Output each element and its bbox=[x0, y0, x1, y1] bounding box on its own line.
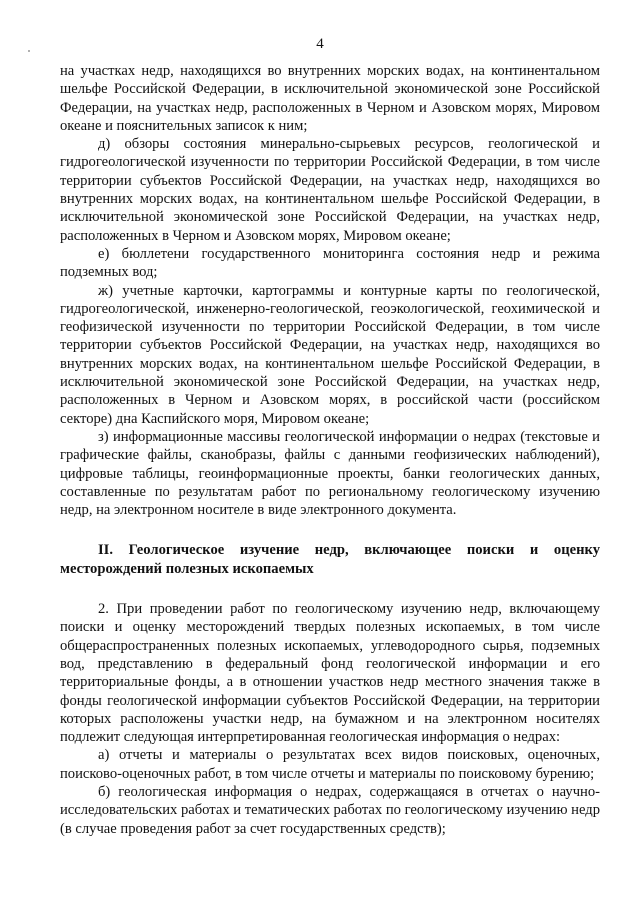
paragraph-item-e: е) бюллетени государственного мониторинга состояния недр и режима подземных вод; bbox=[60, 245, 600, 281]
paragraph-item-b: б) геологическая информация о недрах, содержащаяся в отчетах о научно-исследовательских работах и тематических работах по геологическому изучению недр (в случае проведения работ за счет государственных средств); bbox=[60, 783, 600, 837]
paragraph-item-zh: ж) учетные карточки, картограммы и контурные карты по геологической, гидрогеологической, инженерно-геологической, геоэкологической, геохимической и геофизической изученности по территории Российской Федерации, в том числе территории субъектов Российской Федерации, на участках недр, находящихся во внутренних морских водах, на континентальном шельфе Российской Федерации, в исключительной экономической зоне Российской Федерации, на участках недр, расположенных в Черном и Азовском морях, в российской части (российском секторе) дна Каспийского моря, Мировом океане; bbox=[60, 282, 600, 427]
paragraph-item-a: а) отчеты и материалы о результатах всех видов поисковых, оценочных, поисково-оценочных работ, в том числе отчеты и материалы по поисковому бурению; bbox=[60, 747, 600, 782]
paragraph-item-d: д) обзоры состояния минерально-сырьевых ресурсов, геологической и гидрогеологической изученности по территории Российской Федерации, в том числе территории субъектов Российской Федерации, на участках недр, находящихся во внутренних морских водах, на континентальном шельфе Российской Федерации, в исключительной экономической зоне Российской Федерации, на участках недр, расположенных в Черном и Азовском морях, Мировом океане; bbox=[60, 136, 600, 244]
paragraph-clause-2: 2. При проведении работ по геологическому изучению недр, включающему поиски и оценку месторождений твердых полезных ископаемых, в том числе общераспространенных полезных ископаемых, углеводородного сырья, подземных вод, представлению в федеральный фонд геологической информации и его территориальные фонды, а в отношении участков недр местного значения также в фонды геологической информации субъектов Российской Федерации, на территории которых расположены участки недр, на бумажном и на электронном носителях подлежит следующая интерпретированная геологическая информация о недрах: bbox=[60, 601, 600, 746]
paragraph-continuation: на участках недр, находящихся во внутренних морских водах, на континентальном шельфе Российской Федерации, в исключительной экономической зоне Российской Федерации, на участках недр, расположенных в Черном и Азовском морях, Мировом океане и пояснительных записок к ним; bbox=[60, 63, 600, 134]
section-heading: II. Геологическое изучение недр, включающее поиски и оценку месторождений полезных ископаемых bbox=[60, 542, 600, 577]
page-number: 4 bbox=[316, 36, 324, 52]
document-body bbox=[60, 62, 600, 838]
paragraph-item-z: з) информационные массивы геологической информации о недрах (текстовые и графические файлы, сканобразы, файлы с данными геофизических наблюдений), цифровые таблицы, геоинформационные проекты, банки геологических данных, составленные по результатам работ по региональному геологическому изучению недр, на электронном носителе в виде электронного документа. bbox=[60, 428, 600, 519]
